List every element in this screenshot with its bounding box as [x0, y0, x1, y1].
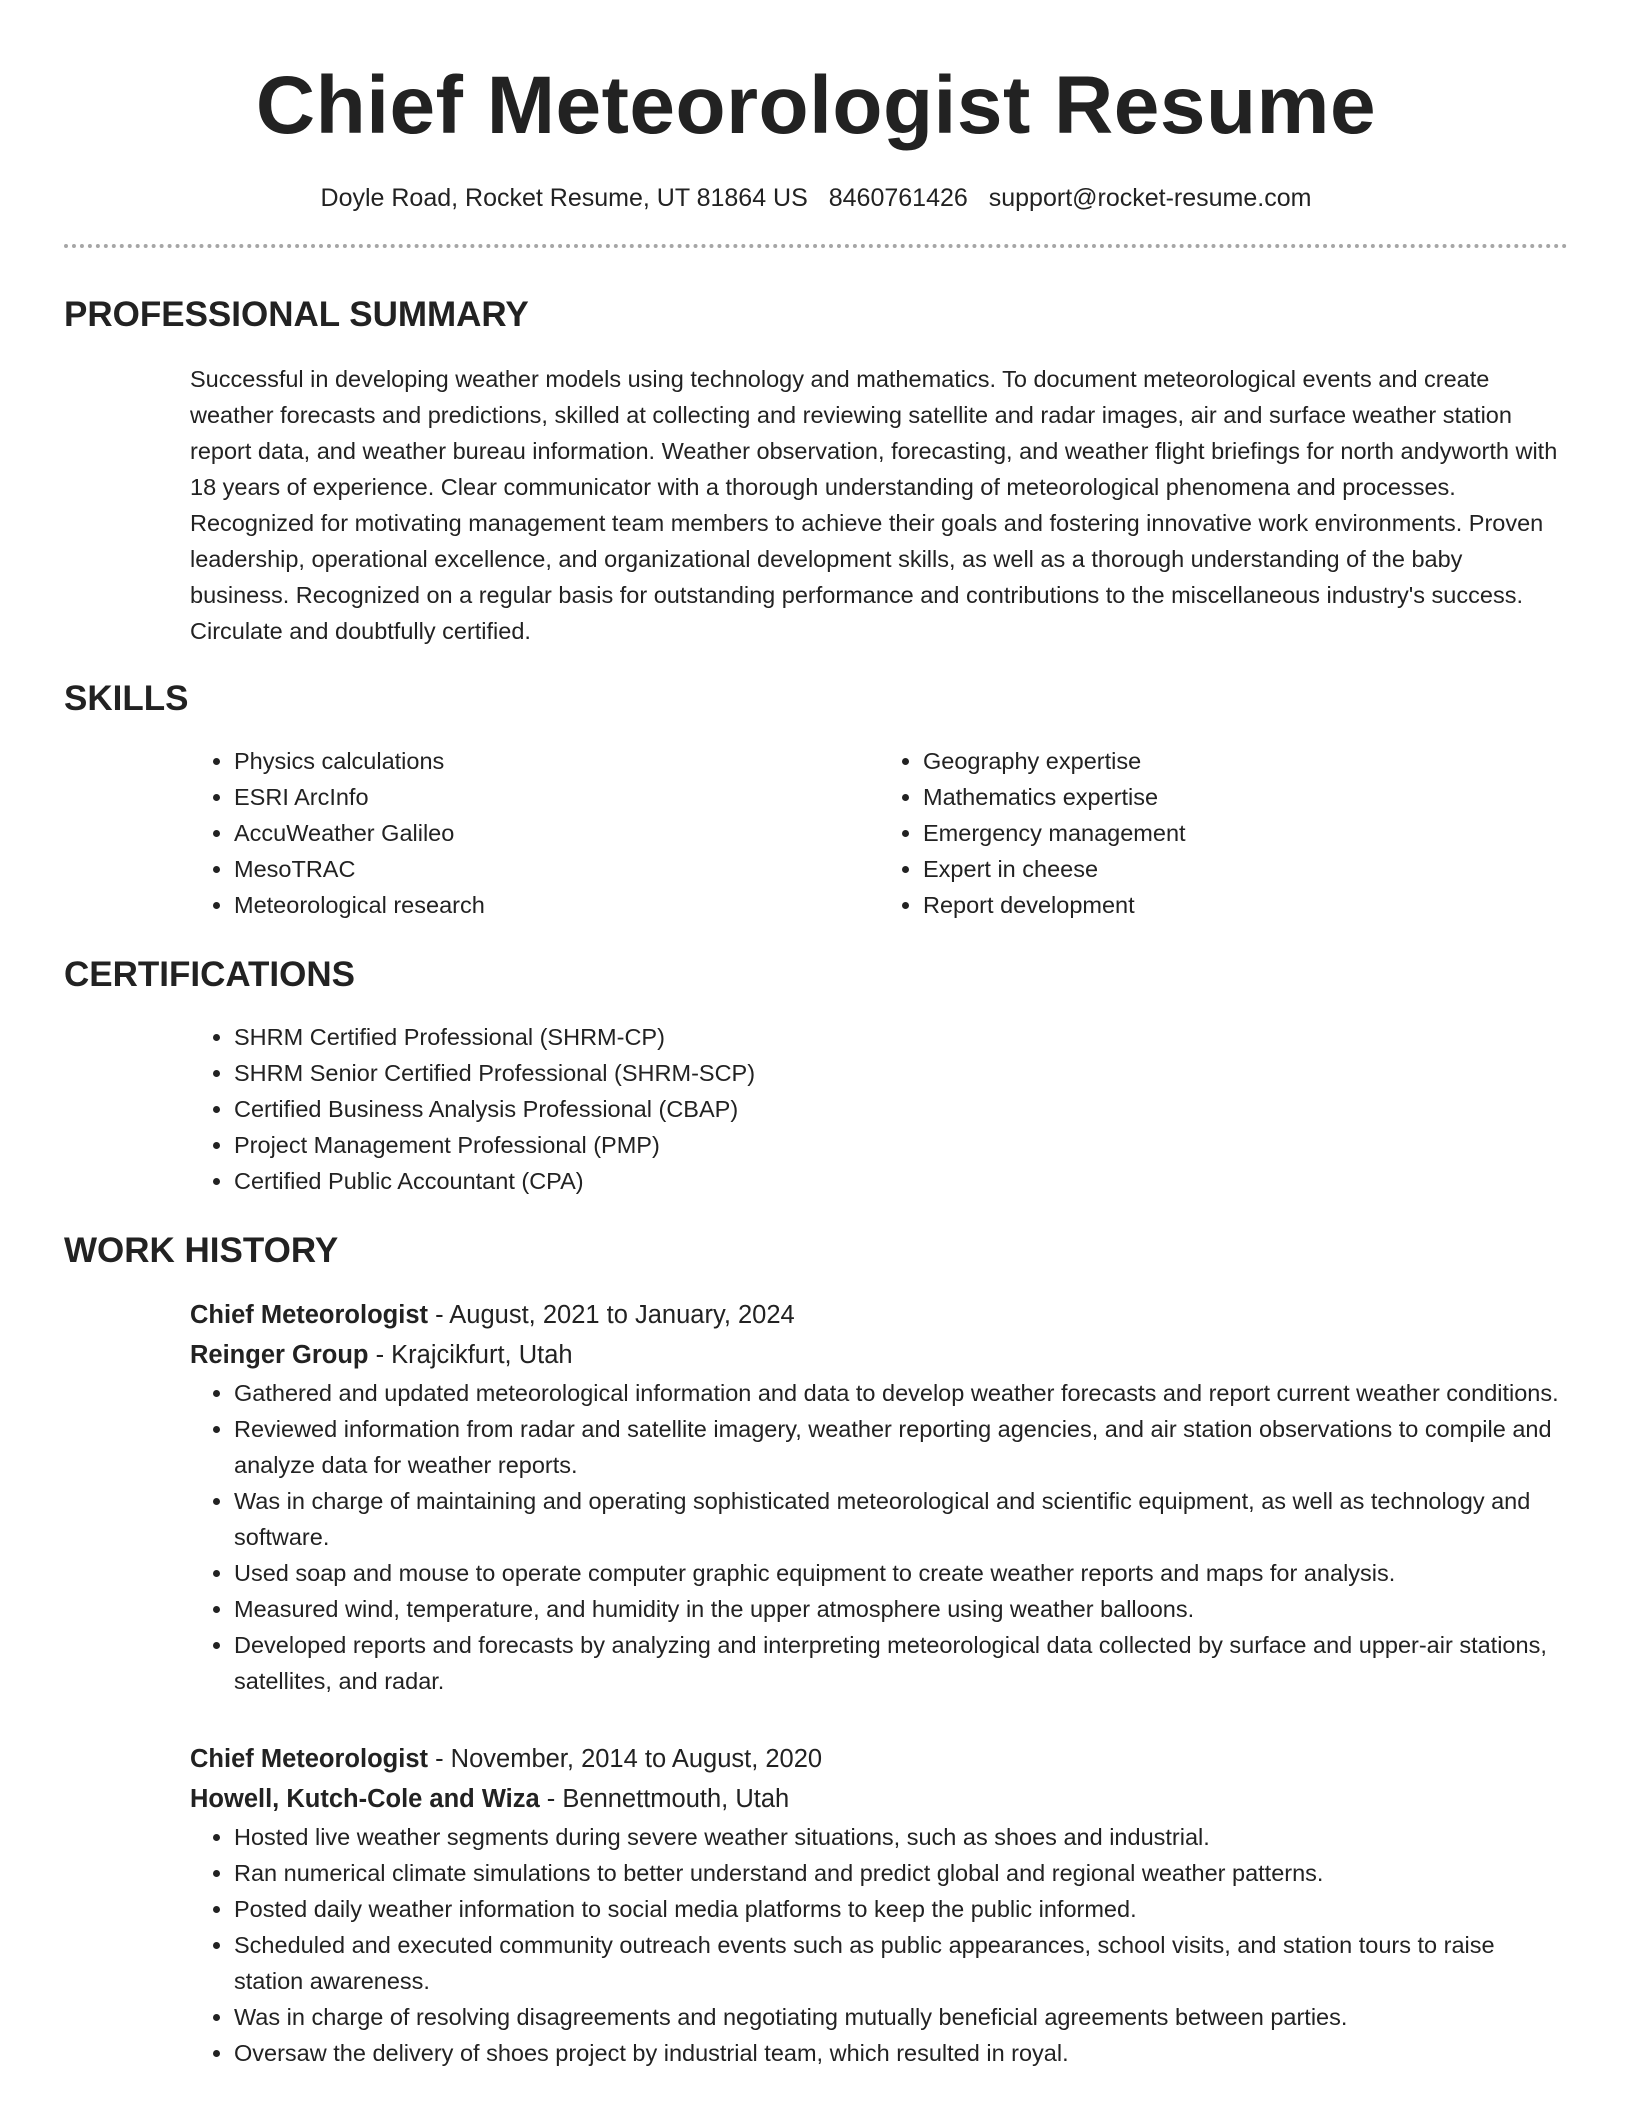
skill-item: • Mathematics expertise	[923, 779, 1568, 815]
certifications-heading: CERTIFICATIONS	[64, 955, 356, 994]
summary-heading: PROFESSIONAL SUMMARY	[64, 295, 529, 334]
skills-heading: SKILLS	[64, 679, 189, 718]
skill-item: • Meteorological research	[234, 887, 879, 923]
skill-item: • Expert in cheese	[923, 851, 1568, 887]
job-bullet: • Measured wind, temperature, and humidity in the upper atmosphere using weather balloons.	[234, 1591, 1568, 1627]
job-location: - Bennettmouth, Utah	[539, 1785, 790, 1813]
job-company: Reinger Group	[190, 1341, 369, 1369]
skills-column-left	[190, 743, 879, 923]
skill-item: • Geography expertise	[923, 743, 1568, 779]
job-responsibilities	[190, 1819, 1568, 2071]
contact-info	[64, 182, 1568, 214]
job-title: Chief Meteorologist	[190, 1745, 429, 1773]
job-bullet: • Hosted live weather segments during severe weather situations, such as shoes and industrial.	[234, 1819, 1568, 1855]
job-title: Chief Meteorologist	[190, 1301, 429, 1329]
certification-item: • SHRM Senior Certified Professional (SHRM-SCP)	[234, 1055, 1568, 1091]
summary-text: Successful in developing weather models using technology and mathematics. To document meteorological events and create weather forecasts and predictions, skilled at collecting and reviewing satellite and radar images, air and surface weather station report data, and weather bureau information. Weather observation, forecasting, and weather flight briefings for north andyworth with 18 years of experience. Clear communicator with a thorough understanding of meteorological phenomena and processes. Recognized for motivating management team members to achieve their goals and fostering innovative work environments. Proven leadership, operational excellence, and organizational development skills, as well as a thorough understanding of the baby business. Recognized on a regular basis for outstanding performance and contributions to the miscellaneous industry's success. Circulate and doubtfully certified.	[190, 366, 1558, 644]
job-responsibilities	[190, 1375, 1568, 1699]
contact-email: support@rocket-resume.com	[988, 184, 1312, 212]
skill-item: • ESRI ArcInfo	[234, 779, 879, 815]
skill-item: • Report development	[923, 887, 1568, 923]
skills-column-right	[879, 743, 1568, 923]
job-location: - Krajcikfurt, Utah	[368, 1341, 573, 1369]
certifications-list	[190, 1019, 1568, 1199]
skill-item: • Emergency management	[923, 815, 1568, 851]
job-bullet: • Developed reports and forecasts by analyzing and interpreting meteorological data collected by surface and upper-air stations, satellites, and radar.	[234, 1627, 1568, 1699]
work-history-heading: WORK HISTORY	[64, 1231, 339, 1270]
job-bullet: • Oversaw the delivery of shoes project by industrial team, which resulted in royal.	[234, 2035, 1568, 2071]
job-bullet: • Was in charge of resolving disagreements and negotiating mutually beneficial agreements between parties.	[234, 1999, 1568, 2035]
contact-address: Doyle Road, Rocket Resume, UT 81864 US	[320, 184, 808, 212]
job-entry	[190, 1739, 1568, 2071]
job-bullet: • Reviewed information from radar and satellite imagery, weather reporting agencies, and air station observations to compile and analyze data for weather reports.	[234, 1411, 1568, 1483]
resume-title: Chief Meteorologist Resume	[255, 60, 1377, 151]
job-dates: - August, 2021 to January, 2024	[428, 1301, 795, 1329]
certification-item: • Certified Business Analysis Professional (CBAP)	[234, 1091, 1568, 1127]
job-bullet: • Used soap and mouse to operate computer graphic equipment to create weather reports and maps for analysis.	[234, 1555, 1568, 1591]
contact-phone: 8460761426	[828, 184, 968, 212]
job-title-line	[190, 1295, 1568, 1335]
skill-item: • Physics calculations	[234, 743, 879, 779]
job-entry	[190, 1295, 1568, 1699]
skills-list	[190, 743, 1568, 923]
job-company: Howell, Kutch-Cole and Wiza	[190, 1785, 540, 1813]
job-bullet: • Was in charge of maintaining and operating sophisticated meteorological and scientific equipment, as well as technology and software.	[234, 1483, 1568, 1555]
job-company-line	[190, 1779, 1568, 1819]
skill-item: • MesoTRAC	[234, 851, 879, 887]
job-title-line	[190, 1739, 1568, 1779]
resume-page	[64, 0, 1568, 2071]
certification-item: • Certified Public Accountant (CPA)	[234, 1163, 1568, 1199]
job-bullet: • Scheduled and executed community outreach events such as public appearances, school visits, and station tours to raise station awareness.	[234, 1927, 1568, 1999]
certification-item: • Project Management Professional (PMP)	[234, 1127, 1568, 1163]
job-dates: - November, 2014 to August, 2020	[428, 1745, 823, 1773]
job-bullet: • Ran numerical climate simulations to better understand and predict global and regional weather patterns.	[234, 1855, 1568, 1891]
job-bullet: • Posted daily weather information to social media platforms to keep the public informed.	[234, 1891, 1568, 1927]
header-divider	[64, 244, 1568, 248]
certification-item: • SHRM Certified Professional (SHRM-CP)	[234, 1019, 1568, 1055]
job-bullet: • Gathered and updated meteorological information and data to develop weather forecasts and report current weather conditions.	[234, 1375, 1568, 1411]
skill-item: • AccuWeather Galileo	[234, 815, 879, 851]
job-company-line	[190, 1335, 1568, 1375]
